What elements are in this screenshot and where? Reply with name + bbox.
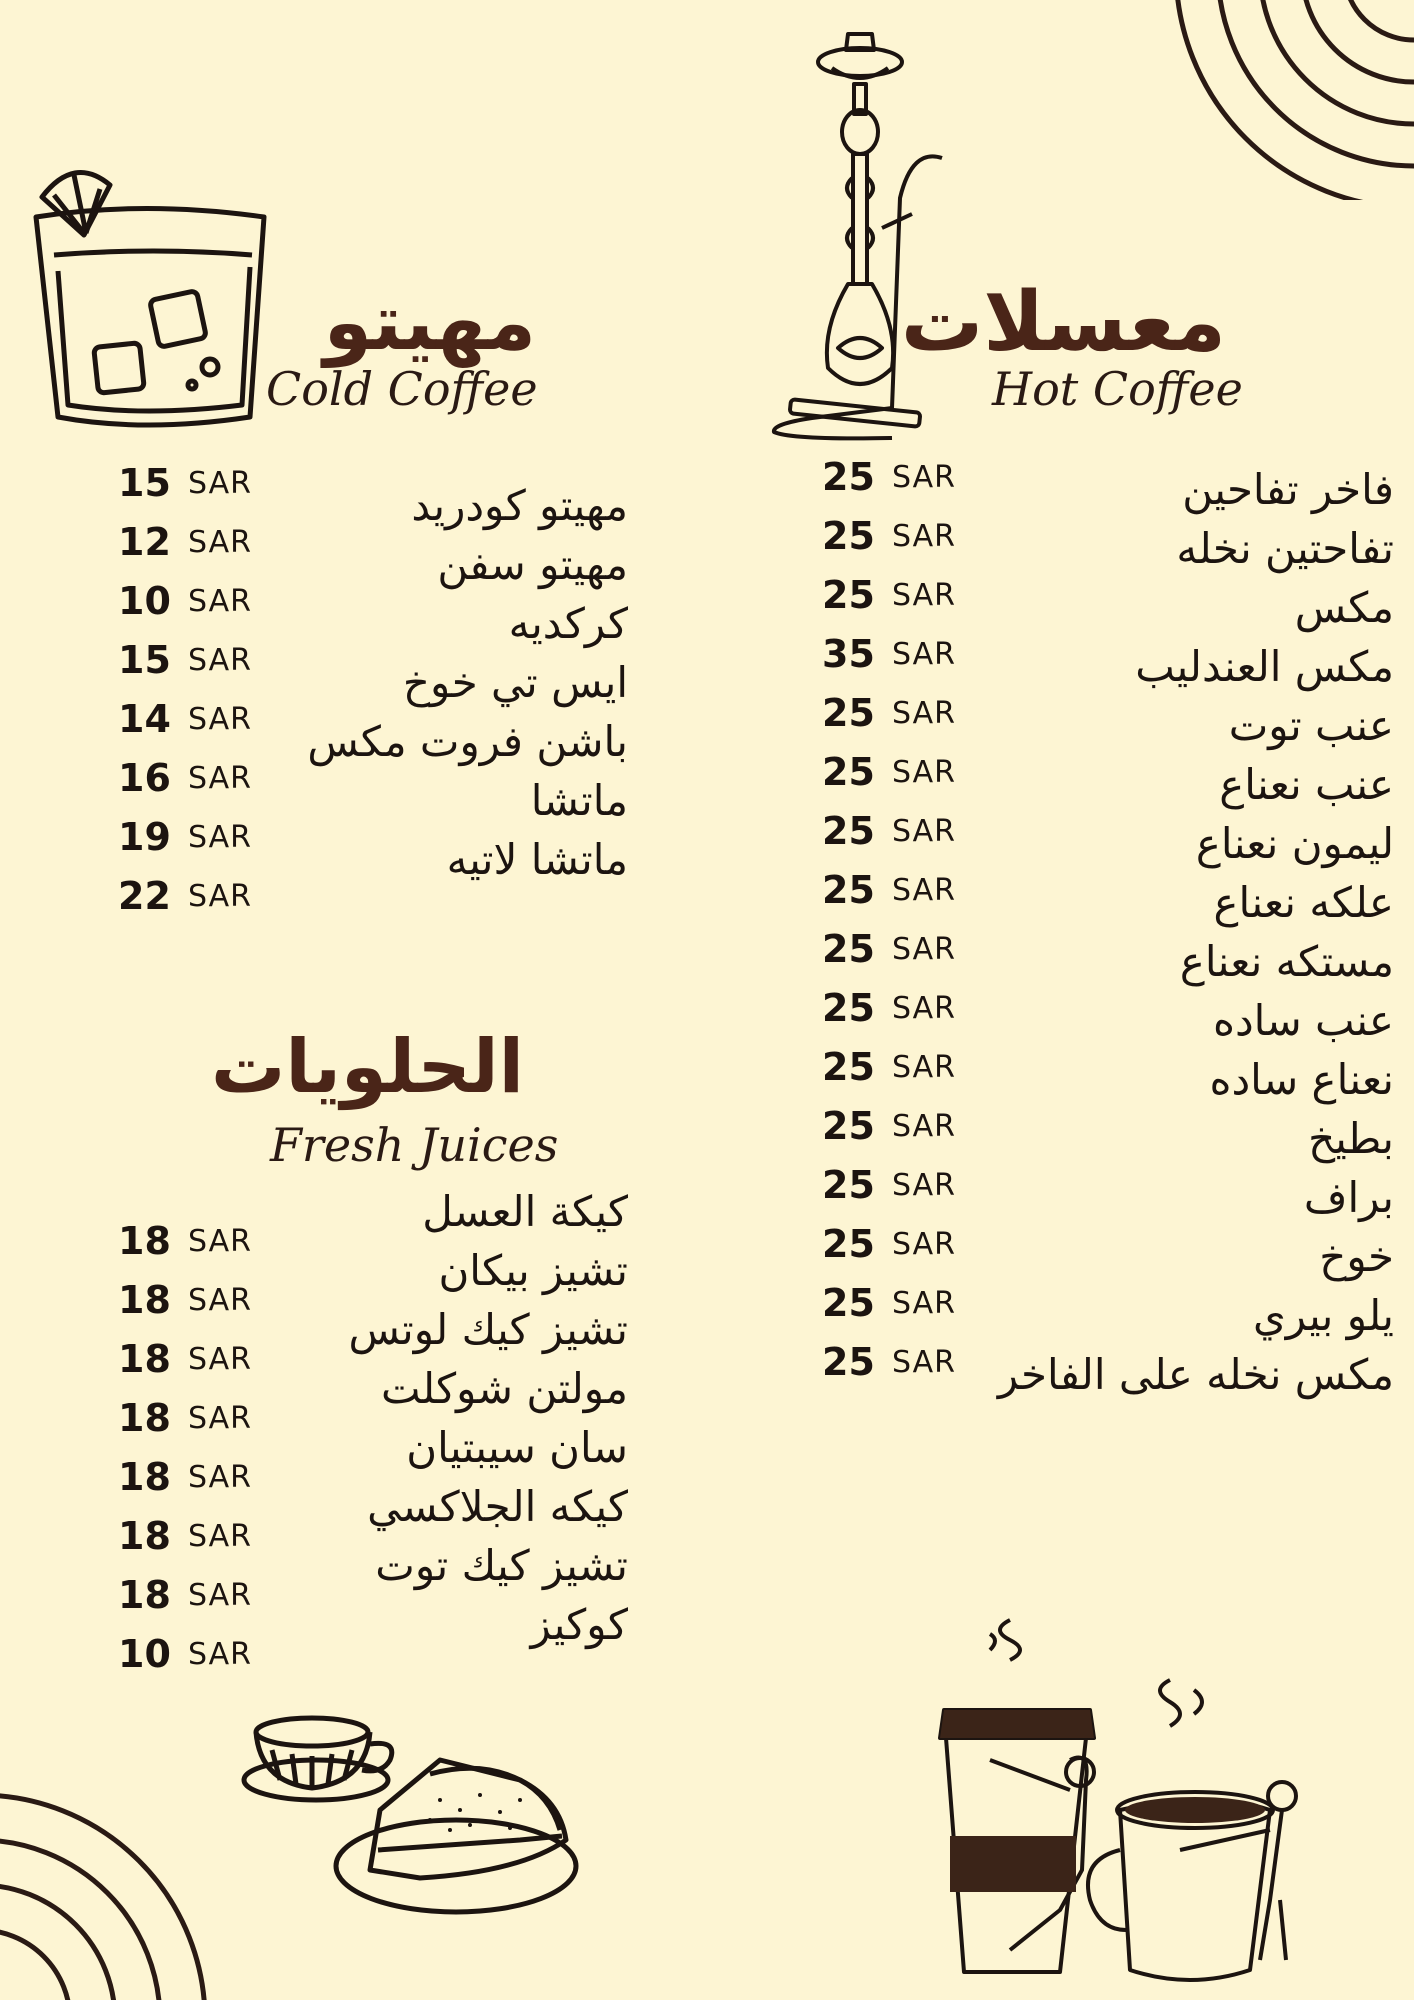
price-currency: SAR	[188, 583, 252, 619]
menu-item	[118, 867, 628, 925]
price-currency: SAR	[188, 642, 252, 678]
menu-item	[822, 566, 1394, 632]
menu-item-price	[822, 625, 972, 683]
menu-item-name: خوخ	[1319, 1231, 1394, 1281]
price-currency: SAR	[892, 518, 956, 554]
menu-item-name: تفاحتين نخله	[1176, 523, 1394, 573]
menu-item-name: مهيتو سفن	[437, 539, 628, 589]
price-currency: SAR	[188, 1223, 252, 1259]
menu-item-price	[118, 690, 268, 748]
menu-item-name: مستكه نعناع	[1179, 936, 1394, 986]
price-currency: SAR	[188, 524, 252, 560]
price-value: 15	[118, 461, 171, 505]
menu-item-price	[118, 513, 268, 571]
price-currency: SAR	[892, 990, 956, 1026]
menu-item	[822, 743, 1394, 809]
price-currency: SAR	[188, 1518, 252, 1554]
cold-drink-glass-icon	[14, 155, 274, 435]
menu-item	[118, 808, 628, 884]
menu-item	[822, 1038, 1394, 1104]
price-currency: SAR	[188, 1400, 252, 1436]
price-value: 18	[118, 1337, 171, 1381]
menu-item	[822, 625, 1394, 691]
menu-item-name: مكس	[1294, 582, 1394, 632]
menu-item	[822, 920, 1394, 986]
menu-item-name: نعناع ساده	[1209, 1054, 1394, 1104]
menu-item-name: باشن فروت مكس	[307, 716, 628, 766]
menu-item-price	[822, 861, 972, 919]
menu-item	[822, 802, 1394, 868]
price-currency: SAR	[188, 1636, 252, 1672]
menu-item-name: عنب نعناع	[1219, 759, 1394, 809]
menu-item	[822, 507, 1394, 573]
price-value: 18	[118, 1396, 171, 1440]
price-currency: SAR	[188, 1341, 252, 1377]
menu-item	[118, 1599, 628, 1683]
price-value: 25	[822, 1104, 875, 1148]
menu-item-price	[822, 979, 972, 1037]
menu-item-name: كوكيز	[530, 1599, 628, 1649]
desserts-title-ar: الحلويات	[210, 1024, 524, 1110]
menu-item	[822, 684, 1394, 750]
menu-item	[118, 749, 628, 825]
menu-item-price	[118, 454, 268, 512]
menu-item	[822, 1156, 1394, 1222]
price-value: 25	[822, 1340, 875, 1384]
menu-item-price	[118, 572, 268, 630]
menu-item-price	[822, 1333, 972, 1391]
menu-item-price	[822, 507, 972, 565]
price-currency: SAR	[892, 636, 956, 672]
price-value: 18	[118, 1219, 171, 1263]
menu-item-price	[822, 920, 972, 978]
menu-item	[822, 1097, 1394, 1163]
menu-item	[118, 454, 628, 530]
price-value: 14	[118, 697, 171, 741]
menu-item-name: ايس تي خوخ	[402, 657, 628, 707]
menu-item-name: ماتشا	[530, 775, 628, 825]
menu-item-price	[118, 1507, 268, 1565]
price-value: 35	[822, 632, 875, 676]
price-currency: SAR	[892, 1108, 956, 1144]
menu-item	[822, 1215, 1394, 1281]
menu-item-price	[822, 743, 972, 801]
menu-item-price	[822, 1156, 972, 1214]
menu-item-price	[118, 1389, 268, 1447]
price-value: 25	[822, 573, 875, 617]
menu-item-price	[118, 1212, 268, 1270]
price-value: 25	[822, 1222, 875, 1266]
menu-item-name: تشيز كيك لوتس	[348, 1304, 628, 1354]
menu-item-price	[118, 1271, 268, 1329]
hookah-icon	[752, 28, 952, 456]
menu-item-name: علكه نعناع	[1213, 877, 1394, 927]
price-value: 25	[822, 1045, 875, 1089]
price-currency: SAR	[188, 1459, 252, 1495]
price-value: 18	[118, 1573, 171, 1617]
price-value: 22	[118, 874, 171, 918]
menu-item-price	[822, 448, 972, 506]
molasses-list	[822, 448, 1394, 1398]
menu-item-price	[822, 684, 972, 742]
price-currency: SAR	[892, 1167, 956, 1203]
mojito-title-en: Cold Coffee	[266, 362, 538, 416]
menu-item	[118, 631, 628, 707]
menu-item-name: تشيز بيكان	[438, 1245, 628, 1295]
price-currency: SAR	[188, 465, 252, 501]
price-currency: SAR	[892, 1226, 956, 1262]
menu-item-name: تشيز كيك توت	[375, 1540, 628, 1590]
menu-item-price	[118, 749, 268, 807]
price-currency: SAR	[188, 701, 252, 737]
price-value: 25	[822, 927, 875, 971]
price-value: 25	[822, 455, 875, 499]
menu-item-name: ماتشا لاتيه	[446, 834, 628, 884]
menu-item-price	[822, 1274, 972, 1332]
menu-item-name: كيكة العسل	[422, 1186, 628, 1236]
price-currency: SAR	[892, 872, 956, 908]
menu-item	[822, 861, 1394, 927]
coffee-cups-people-icon	[930, 1610, 1310, 1990]
menu-item-name: بطيخ	[1308, 1113, 1394, 1163]
menu-item-name: مكس نخله على الفاخر	[997, 1349, 1394, 1399]
menu-item-name: مكس العندليب	[1135, 641, 1394, 691]
price-value: 25	[822, 1281, 875, 1325]
menu-item	[822, 979, 1394, 1045]
price-value: 25	[822, 809, 875, 853]
price-value: 25	[822, 750, 875, 794]
menu-item-price	[822, 1038, 972, 1096]
menu-item-name: عنب ساده	[1212, 995, 1394, 1045]
price-currency: SAR	[892, 1344, 956, 1380]
menu-item-price	[118, 1566, 268, 1624]
price-value: 15	[118, 638, 171, 682]
menu-item-price	[118, 631, 268, 689]
price-value: 25	[822, 1163, 875, 1207]
menu-item-name: عنب توت	[1228, 700, 1394, 750]
menu-item-price	[822, 1215, 972, 1273]
price-currency: SAR	[892, 931, 956, 967]
price-value: 25	[822, 691, 875, 735]
desserts-list	[118, 1186, 628, 1682]
menu-item-price	[822, 566, 972, 624]
menu-item-name: ليمون نعناع	[1195, 818, 1394, 868]
price-value: 18	[118, 1455, 171, 1499]
mojito-title-ar: مهيتو	[323, 278, 536, 368]
price-value: 16	[118, 756, 171, 800]
price-currency: SAR	[892, 577, 956, 613]
price-currency: SAR	[892, 1285, 956, 1321]
corner-arcs-bottom-left-icon	[0, 1760, 260, 2000]
price-value: 10	[118, 1632, 171, 1676]
menu-item-price	[118, 1625, 268, 1683]
molasses-title-en: Hot Coffee	[992, 362, 1243, 416]
menu-item-price	[118, 1330, 268, 1388]
molasses-title-ar: معسلات	[900, 275, 1226, 370]
corner-arcs-top-right-icon	[1080, 0, 1414, 200]
price-value: 19	[118, 815, 171, 859]
price-value: 18	[118, 1514, 171, 1558]
menu-item-name: كركديه	[508, 598, 628, 648]
menu-item	[822, 1274, 1394, 1340]
price-value: 25	[822, 514, 875, 558]
price-currency: SAR	[188, 878, 252, 914]
menu-item	[822, 448, 1394, 514]
price-value: 12	[118, 520, 171, 564]
price-currency: SAR	[892, 754, 956, 790]
menu-item	[118, 513, 628, 589]
price-currency: SAR	[188, 1577, 252, 1613]
menu-item-price	[822, 1097, 972, 1155]
price-value: 18	[118, 1278, 171, 1322]
price-value: 25	[822, 868, 875, 912]
menu-item-name: كيكه الجلاكسي	[367, 1481, 628, 1531]
price-currency: SAR	[188, 819, 252, 855]
price-currency: SAR	[892, 813, 956, 849]
menu-item-name: فاخر تفاحين	[1182, 464, 1394, 514]
menu-item	[118, 572, 628, 648]
mojito-list	[118, 454, 628, 924]
menu-item-name: مهيتو كودريد	[411, 480, 628, 530]
menu-item-name: براف	[1303, 1172, 1394, 1222]
menu-item-price	[118, 1448, 268, 1506]
menu-item-name: مولتن شوكلت	[380, 1363, 628, 1413]
menu-item-price	[118, 867, 268, 925]
price-currency: SAR	[892, 459, 956, 495]
desserts-title-en: Fresh Juices	[270, 1118, 559, 1172]
menu-item	[118, 690, 628, 766]
menu-item	[822, 1333, 1394, 1399]
price-value: 10	[118, 579, 171, 623]
menu-item-price	[822, 802, 972, 860]
menu-item-name: سان سيبتيان	[406, 1422, 628, 1472]
price-currency: SAR	[188, 1282, 252, 1318]
menu-item-name: يلو بيري	[1252, 1290, 1394, 1340]
price-currency: SAR	[892, 1049, 956, 1085]
price-currency: SAR	[892, 695, 956, 731]
coffee-cup-cake-icon	[220, 1700, 580, 1920]
menu-item-price	[118, 808, 268, 866]
price-currency: SAR	[188, 760, 252, 796]
price-value: 25	[822, 986, 875, 1030]
